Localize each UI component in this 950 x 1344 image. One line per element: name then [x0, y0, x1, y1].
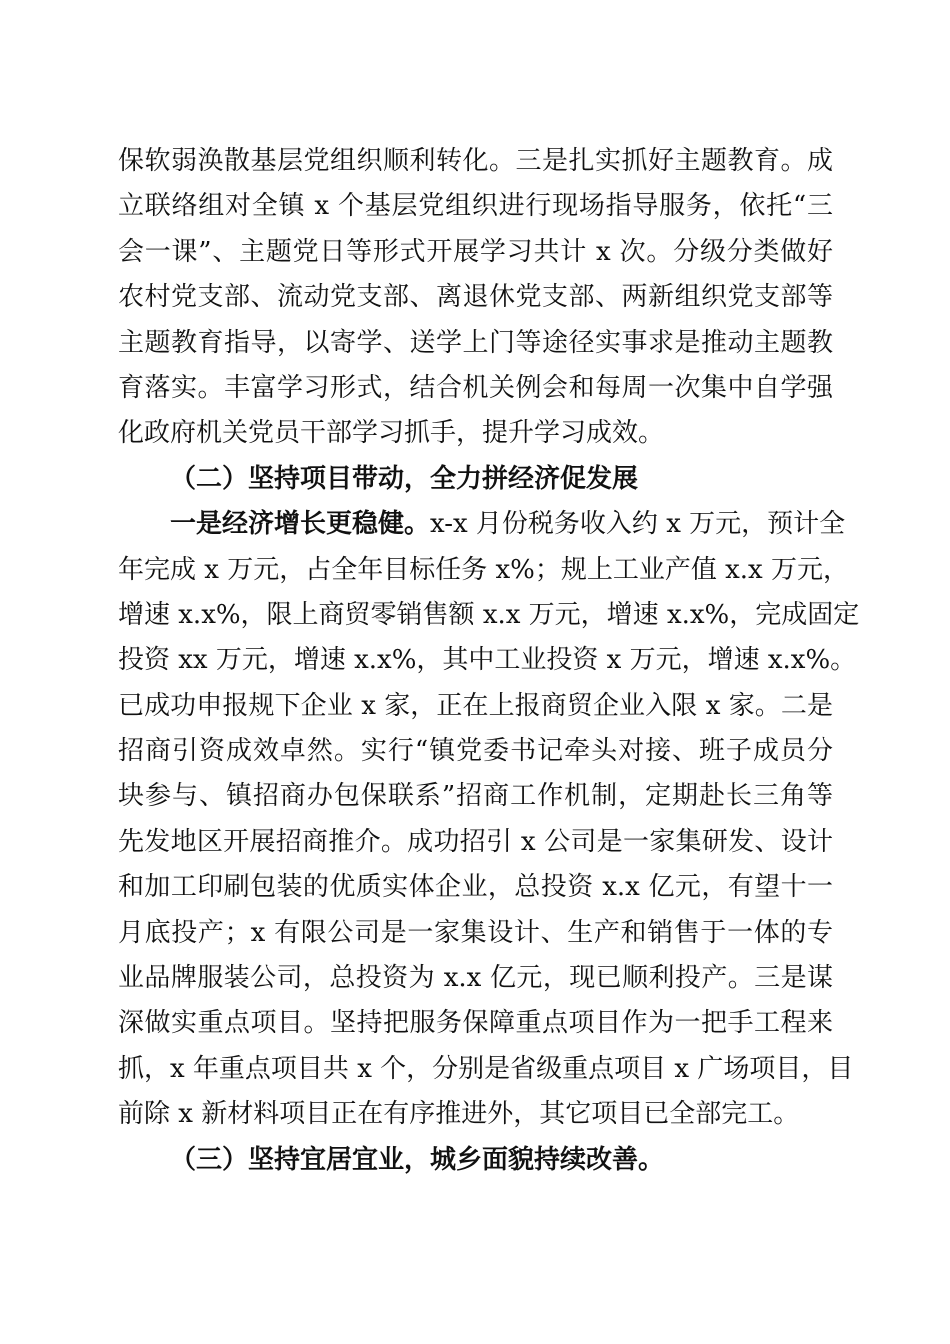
- paragraph-line: 月底投产；x 有限公司是一家集设计、生产和销售于一体的专: [118, 917, 833, 948]
- paragraph-line: 主题教育指导，以寄学、送学上门等途径实事求是推动主题教: [118, 327, 833, 358]
- paragraph-line: 招商引资成效卓然。实行“镇党委书记牵头对接、班子成员分: [118, 736, 833, 767]
- paragraph-line: 会一课”、主题党日等形式开展学习共计 x 次。分级分类做好: [118, 236, 833, 267]
- section-heading-2: （二）坚持项目带动，全力拼经济促发展: [170, 463, 639, 494]
- paragraph-line: 化政府机关党员干部学习抓手，提升学习成效。: [118, 418, 665, 449]
- paragraph-line: 深做实重点项目。坚持把服务保障重点项目作为一把手工程来: [118, 1008, 833, 1039]
- paragraph-line: 块参与、镇招商办包保联系”招商工作机制，定期赴长三角等: [118, 781, 833, 812]
- paragraph-line: 立联络组对全镇 x 个基层党组织进行现场指导服务，依托“三: [118, 191, 833, 222]
- document-body: [118, 139, 860, 1183]
- paragraph-line: 前除 x 新材料项目正在有序推进外，其它项目已全部完工。: [118, 1099, 800, 1130]
- paragraph-line: 保软弱涣散基层党组织顺利转化。三是扎实抓好主题教育。成: [118, 146, 833, 176]
- paragraph-line: 年完成 x 万元，占全年目标任务 x%；规上工业产值 x.x 万元，: [118, 554, 849, 585]
- paragraph-line: 增速 x.x%，限上商贸零销售额 x.x 万元，增速 x.x%，完成固定: [118, 599, 860, 630]
- paragraph-line: 业品牌服装公司，总投资为 x.x 亿元，现已顺利投产。三是谋: [118, 963, 833, 994]
- paragraph-line: 育落实。丰富学习形式，结合机关例会和每周一次集中自学强: [118, 372, 833, 403]
- paragraph-line: 先发地区开展招商推介。成功招引 x 公司是一家集研发、设计: [118, 826, 833, 857]
- paragraph-line: 投资 xx 万元，增速 x.x%，其中工业投资 x 万元，增速 x.x%。: [118, 645, 857, 676]
- section2-lead-phrase: 一是经济增长更稳健。: [170, 509, 431, 540]
- paragraph-line: 农村党支部、流动党支部、离退休党支部、两新组织党支部等: [118, 282, 833, 313]
- paragraph-line: 抓，x 年重点项目共 x 个，分别是省级重点项目 x 广场项目，目: [118, 1053, 854, 1084]
- paragraph-line: 已成功申报规下企业 x 家，正在上报商贸企业入限 x 家。二是: [118, 690, 833, 721]
- section-heading-3: （三）坚持宜居宜业，城乡面貌持续改善。: [170, 1144, 665, 1175]
- section2-first-rest: x-x 月份税务收入约 x 万元，预计全: [430, 509, 846, 540]
- paragraph-line: 和加工印刷包装的优质实体企业，总投资 x.x 亿元，有望十一: [118, 872, 833, 903]
- section2-first-line: [118, 502, 846, 547]
